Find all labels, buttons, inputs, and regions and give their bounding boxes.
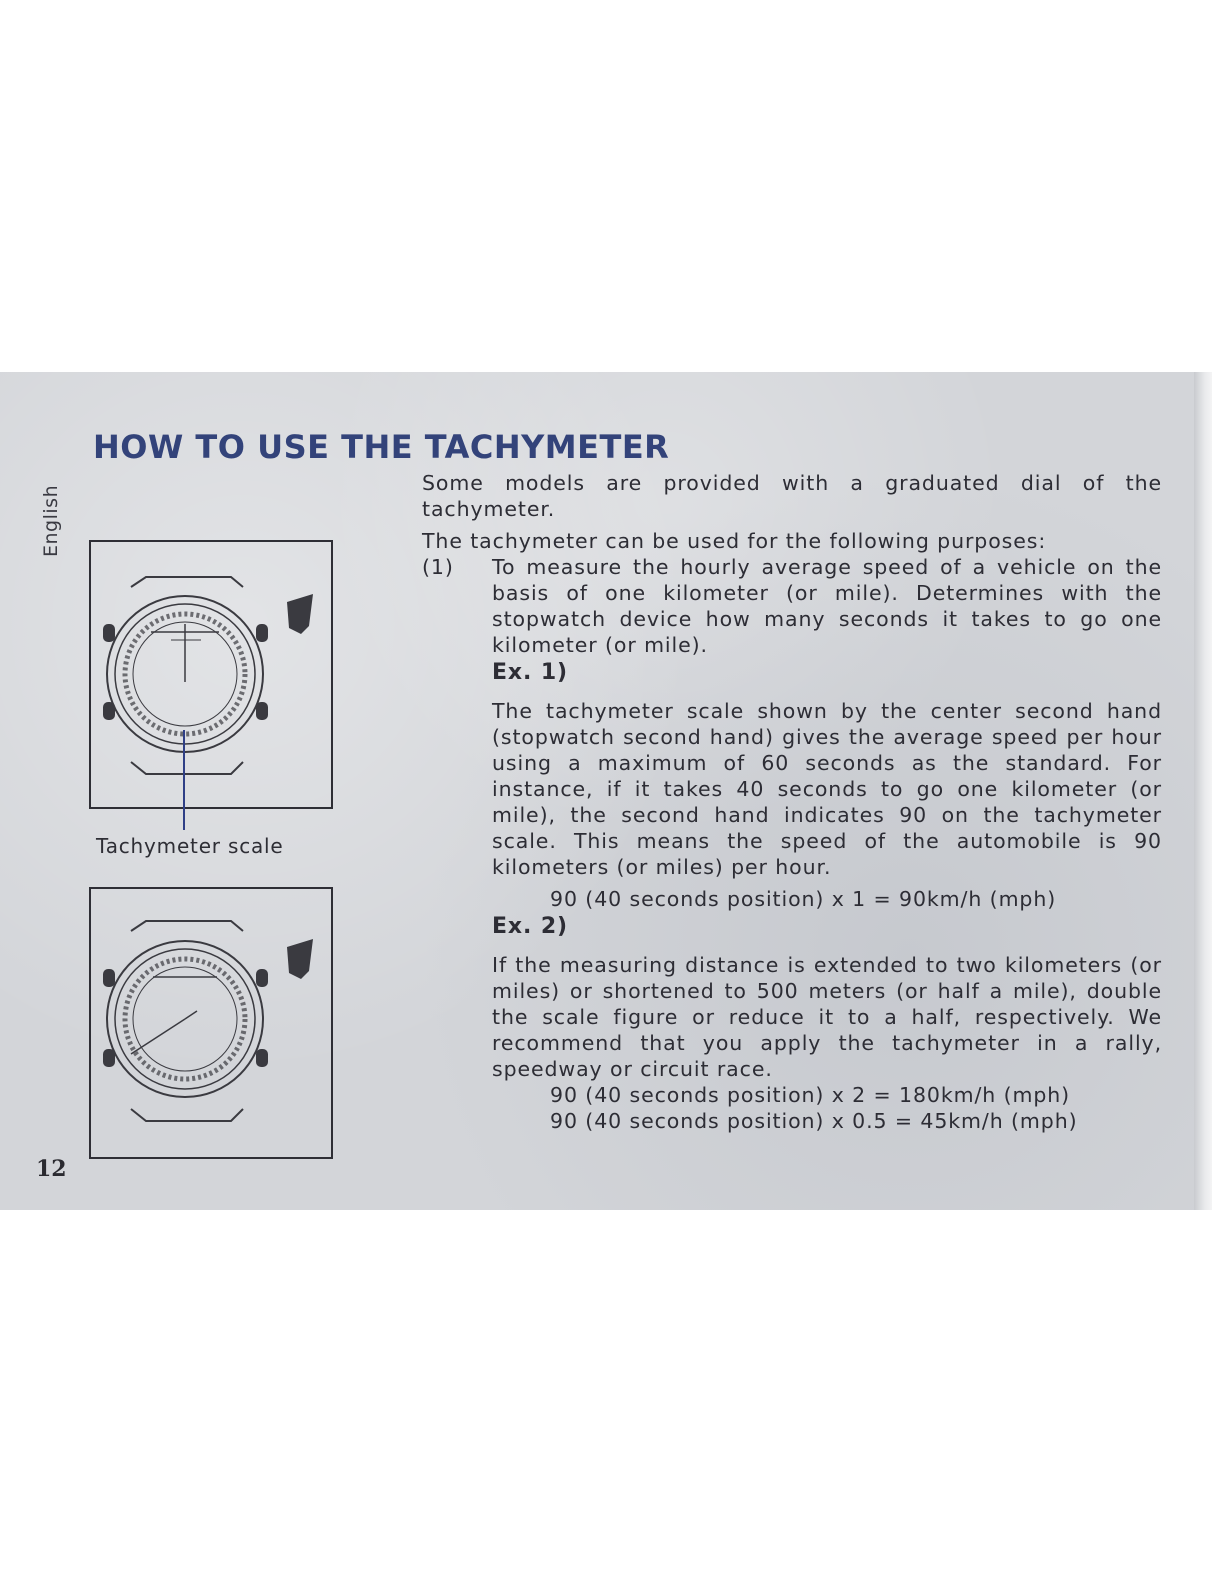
example-1-formula: 90 (40 seconds position) x 1 = 90km/h (mph) xyxy=(550,887,1057,911)
page-edge xyxy=(1194,372,1212,1210)
example-1-heading: Ex. 1) xyxy=(492,660,568,685)
example-2-text: If the measuring distance is extended to two kilometers (or miles) or shortened to 500 meters (or half a mile), double the scale figure or reduce it to a half, respectively. We recommend that you apply the tachymeter in a rally, speedway or circuit race. xyxy=(492,953,1162,1081)
example-2-formula-1: 90 (40 seconds position) x 2 = 180km/h (mph) xyxy=(550,1083,1071,1107)
watch-illustration-2 xyxy=(89,887,333,1159)
manual-page-scan xyxy=(0,372,1212,1210)
example-2-formula-2: 90 (40 seconds position) x 0.5 = 45km/h (mph) xyxy=(550,1109,1078,1133)
example-2-heading: Ex. 2) xyxy=(492,914,568,939)
tachymeter-pointer-line xyxy=(183,730,185,830)
list-item-number: (1) xyxy=(422,555,454,579)
body-text xyxy=(422,470,1162,1134)
list-item xyxy=(422,554,1162,658)
language-label: English xyxy=(40,484,62,557)
list-item-text: To measure the hourly average speed of a vehicle on the basis of one kilometer (or mile). Determines with the stopwatch device how many seconds it takes to go one kilometer (or mile). xyxy=(492,555,1162,657)
watch-2-drawing xyxy=(91,889,331,1157)
section-title: HOW TO USE THE TACHYMETER xyxy=(93,428,670,466)
watch-illustration-1 xyxy=(89,540,333,809)
example-2 xyxy=(422,914,1162,1082)
figure-caption: Tachymeter scale xyxy=(96,834,284,858)
example-1-text: The tachymeter scale shown by the center second hand (stopwatch second hand) gives the average speed per hour using a maximum of 60 seconds as the standard. For instance, if it takes 40 seconds to go one kilometer (or mile), the second hand indicates 90 on the tachymeter scale. This means the speed of the automobile is 90 kilometers (or miles) per hour. xyxy=(492,699,1162,879)
watch-1-drawing xyxy=(91,542,331,807)
intro-paragraph: Some models are provided with a graduated dial of the tachymeter. xyxy=(422,471,1162,521)
page-number: 12 xyxy=(36,1156,67,1182)
purposes-intro: The tachymeter can be used for the following purposes: xyxy=(422,529,1047,553)
example-1 xyxy=(422,660,1162,880)
